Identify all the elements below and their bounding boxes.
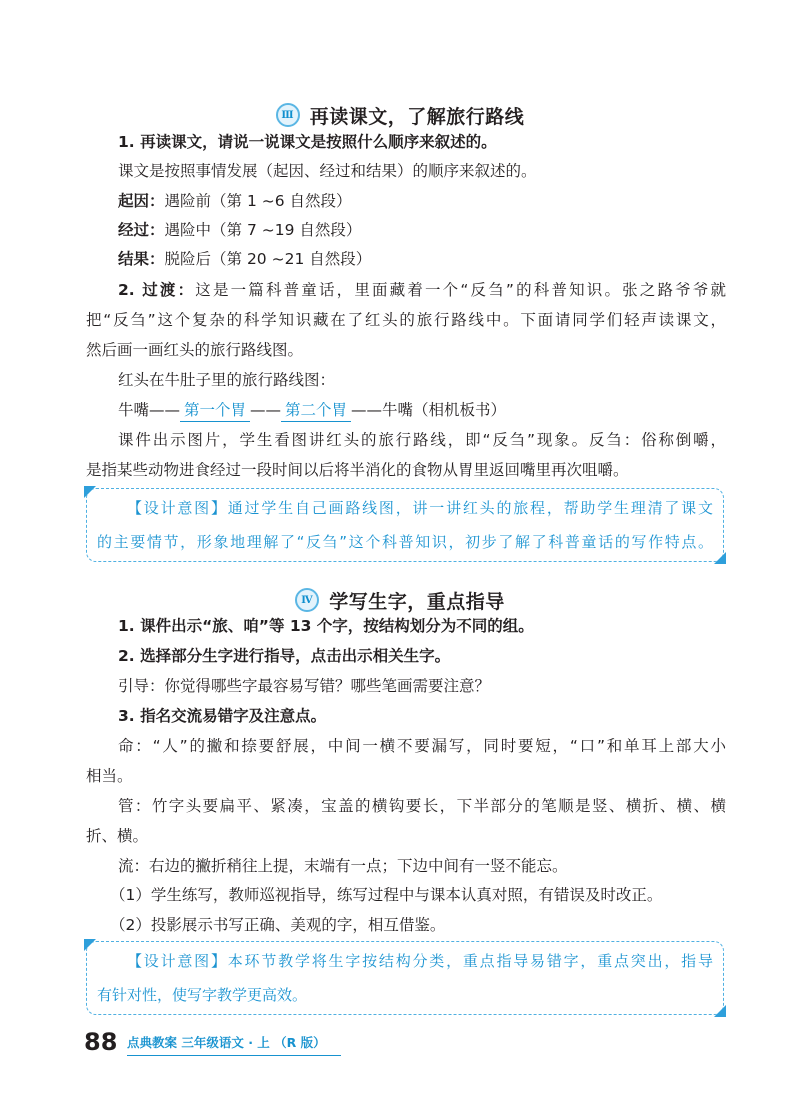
corner-marker bbox=[714, 1005, 726, 1017]
char-guan-line-1: 管：竹字头要扁平、紧凑，宝盖的横钩要长，下半部分的笔顺是竖、横折、横、横 bbox=[118, 797, 726, 815]
route-end: ——牛嘴（相机板书） bbox=[351, 401, 507, 419]
courseware-line-1: 课件出示图片，学生看图讲红头的旅行路线，即“反刍”现象。反刍：俗称倒嚼， bbox=[118, 431, 726, 449]
transition-line-1 bbox=[118, 276, 726, 304]
transition-line-2: 把“反刍”这个复杂的科学知识藏在了红头的旅行路线中。下面请同学们轻声读课文， bbox=[86, 311, 726, 329]
cause-label: 起因： bbox=[118, 192, 165, 210]
design-intent-4-label: 【设计意图】 bbox=[127, 952, 228, 970]
section-3-heading bbox=[0, 100, 800, 130]
section-4-item-1: 1. 课件出示“旅、咱”等 13 个字，按结构划分为不同的组。 bbox=[118, 617, 534, 635]
design-intent-3-line-2: 的主要情节，形象地理解了“反刍”这个科普知识，初步了解了科普童话的写作特点。 bbox=[97, 533, 713, 551]
corner-marker bbox=[714, 552, 726, 564]
section-4-step-1: （1）学生练写，教师巡视指导，练写过程中与课本认真对照，有错误及时改正。 bbox=[110, 886, 663, 904]
route-blank-first-stomach: 第一个胃 bbox=[180, 399, 250, 422]
design-intent-3-text-1: 通过学生自己画路线图，讲一讲红头的旅程，帮助学生理清了课文 bbox=[227, 499, 713, 517]
corner-marker bbox=[84, 486, 96, 498]
design-intent-3-line-1 bbox=[97, 491, 713, 525]
design-intent-box-4 bbox=[86, 941, 724, 1015]
char-ming-line-1: 命：“人”的撇和捺要舒展，中间一横不要漏写，同时要短，“口”和单耳上部大小 bbox=[118, 737, 726, 755]
courseware-line-2: 是指某些动物进食经过一段时间以后将半消化的食物从胃里返回嘴里再次咀嚼。 bbox=[86, 461, 629, 479]
result-text: 脱险后（第 20 ~21 自然段） bbox=[164, 250, 372, 268]
design-intent-4-line-2: 有针对性，使写字教学更高效。 bbox=[97, 986, 308, 1004]
section-4-item-3: 3. 指名交流易错字及注意点。 bbox=[118, 707, 327, 725]
section-3-title: 再读课文，了解旅行路线 bbox=[309, 105, 525, 128]
char-guan-line-2: 折、横。 bbox=[86, 827, 149, 845]
design-intent-4-line-1 bbox=[97, 944, 713, 978]
transition-line-3: 然后画一画红头的旅行路线图。 bbox=[86, 341, 304, 359]
transition-text-1: 这是一篇科普童话，里面藏着一个“反刍”的科普知识。张之路爷爷就 bbox=[195, 281, 726, 299]
section-3-answer: 课文是按照事情发展（起因、经过和结果）的顺序来叙述的。 bbox=[118, 162, 537, 180]
cause-text: 遇险前（第 1 ~6 自然段） bbox=[164, 192, 352, 210]
cause-line bbox=[118, 187, 758, 215]
section-4-guide: 引导：你觉得哪些字最容易写错？哪些笔画需要注意？ bbox=[118, 677, 491, 695]
book-title: 点典教案 三年级语文 · 上 （R 版） bbox=[127, 1033, 341, 1056]
result-line bbox=[118, 245, 758, 273]
route-blank-second-stomach: 第二个胃 bbox=[281, 399, 351, 422]
section-3-roman-badge: Ⅲ bbox=[276, 103, 300, 127]
design-intent-3-label: 【设计意图】 bbox=[127, 499, 228, 517]
section-4-title: 学写生字，重点指导 bbox=[329, 590, 505, 613]
route-intro: 红头在牛肚子里的旅行路线图： bbox=[118, 371, 336, 389]
corner-marker bbox=[84, 939, 96, 951]
process-line bbox=[118, 216, 758, 244]
design-intent-box-3 bbox=[86, 488, 724, 562]
section-4-heading bbox=[0, 585, 800, 615]
section-4-step-2: （2）投影展示书写正确、美观的字，相互借鉴。 bbox=[110, 916, 446, 934]
result-label: 结果： bbox=[118, 250, 165, 268]
route-diagram bbox=[118, 396, 758, 424]
section-4-roman-badge: Ⅳ bbox=[295, 588, 319, 612]
process-text: 遇险中（第 7 ~19 自然段） bbox=[164, 221, 362, 239]
route-start: 牛嘴—— bbox=[118, 401, 181, 419]
section-4-item-2: 2. 选择部分生字进行指导，点击出示相关生字。 bbox=[118, 647, 451, 665]
design-intent-4-text-1: 本环节教学将生字按结构分类，重点指导易错字，重点突出，指导 bbox=[227, 952, 713, 970]
page-number: 88 bbox=[84, 1028, 118, 1056]
section-3-question-1: 1. 再读课文，请说一说课文是按照什么顺序来叙述的。 bbox=[118, 133, 497, 151]
char-liu-line: 流：右边的撇折稍往上提，末端有一点；下边中间有一竖不能忘。 bbox=[118, 857, 568, 875]
char-ming-line-2: 相当。 bbox=[86, 767, 133, 785]
transition-label: 2. 过渡： bbox=[118, 281, 196, 299]
process-label: 经过： bbox=[118, 221, 165, 239]
route-mid: —— bbox=[250, 401, 282, 419]
